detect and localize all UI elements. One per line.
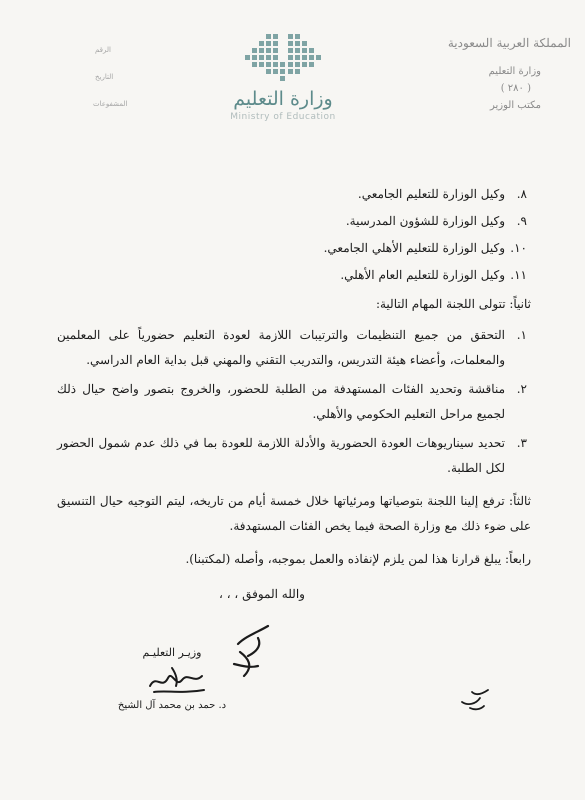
ministry-line: وزارة التعليم [488,66,541,77]
field-date-label: التاريخ [95,73,114,81]
logo-mark-icon [208,30,358,86]
list-item [57,209,527,234]
closing-line: والله الموفق ، ، ، [219,587,305,601]
item-number: ٨. [516,187,527,201]
task-text: تحديد سيناريوهات العودة الحضورية والأدلة اللازمة للعودة بما في ذلك عدم شمول الحضور لكل الطلبة. [57,436,505,475]
item-number: ١٠. [510,241,527,255]
second-heading: ثانياً: تتولى اللجنة المهام التالية: [375,297,531,311]
tasks-list [57,323,527,481]
item-text: وكيل الوزارة للتعليم الجامعي. [357,187,505,201]
field-attachments-label: المشفوعات [93,100,128,108]
task-number: ١. [516,328,527,342]
item-number: ٩. [516,214,527,228]
item-text: وكيل الوزارة للتعليم الأهلي الجامعي. [323,241,505,255]
signatory-title: وزيـر التعليـم [142,646,202,659]
third-paragraph: ثالثاً: ترفع إلينا اللجنة بتوصياتها ومرئياتها خلال خمسة أيام من تاريخه، ليتم التوجيه حيال التنسيق على ضوء ذلك مع وزارة الصحة فيما يخص الفئات المستهدفة. [57,494,531,533]
item-text: وكيل الوزارة للشؤون المدرسية. [345,214,505,228]
task-text: مناقشة وتحديد الفئات المستهدفة من الطلبة للحضور، والخروج بتصور واضح حيال ذلك لجميع مراحل التعليم الحكومي والأهلي. [57,382,505,421]
handwritten-initial-icon [456,684,496,714]
signature-icon [142,660,212,700]
signatory-name: د. حمد بن محمد آل الشيخ [117,700,227,711]
item-number: ١١. [510,268,527,282]
item-text: وكيل الوزارة للتعليم العام الأهلي. [340,268,505,282]
task-number: ٢. [516,382,527,396]
kingdom-name: المملكة العربية السعودية [447,36,571,50]
task-item [57,323,527,373]
office-name: مكتب الوزير [489,100,541,111]
reference-code: ( ٢٨٠ ) [500,83,531,94]
members-list [57,182,527,288]
letter-body [57,182,531,607]
field-number-label: الرقم [95,46,111,54]
list-item [57,263,527,288]
list-item [57,236,527,261]
fourth-paragraph: رابعاً: يبلغ قرارنا هذا لمن يلزم لإنفاذه والعمل بموجبه، وأصله (لمكتبنا). [185,552,531,566]
logo-english-text: Ministry of Education [230,112,336,122]
logo-arabic-text: وزارة التعليم [233,88,333,110]
ministry-logo [208,30,358,130]
task-text: التحقق من جميع التنظيمات والترتيبات اللازمة لعودة التعليم حضورياً على المعلمين والمعلمات، وأعضاء هيئة التدريس، والتدريب التقني والمهني قبل بداية العام الدراسي. [57,328,505,367]
task-item [57,377,527,427]
list-item [57,182,527,207]
task-item [57,431,527,481]
task-number: ٣. [516,436,527,450]
